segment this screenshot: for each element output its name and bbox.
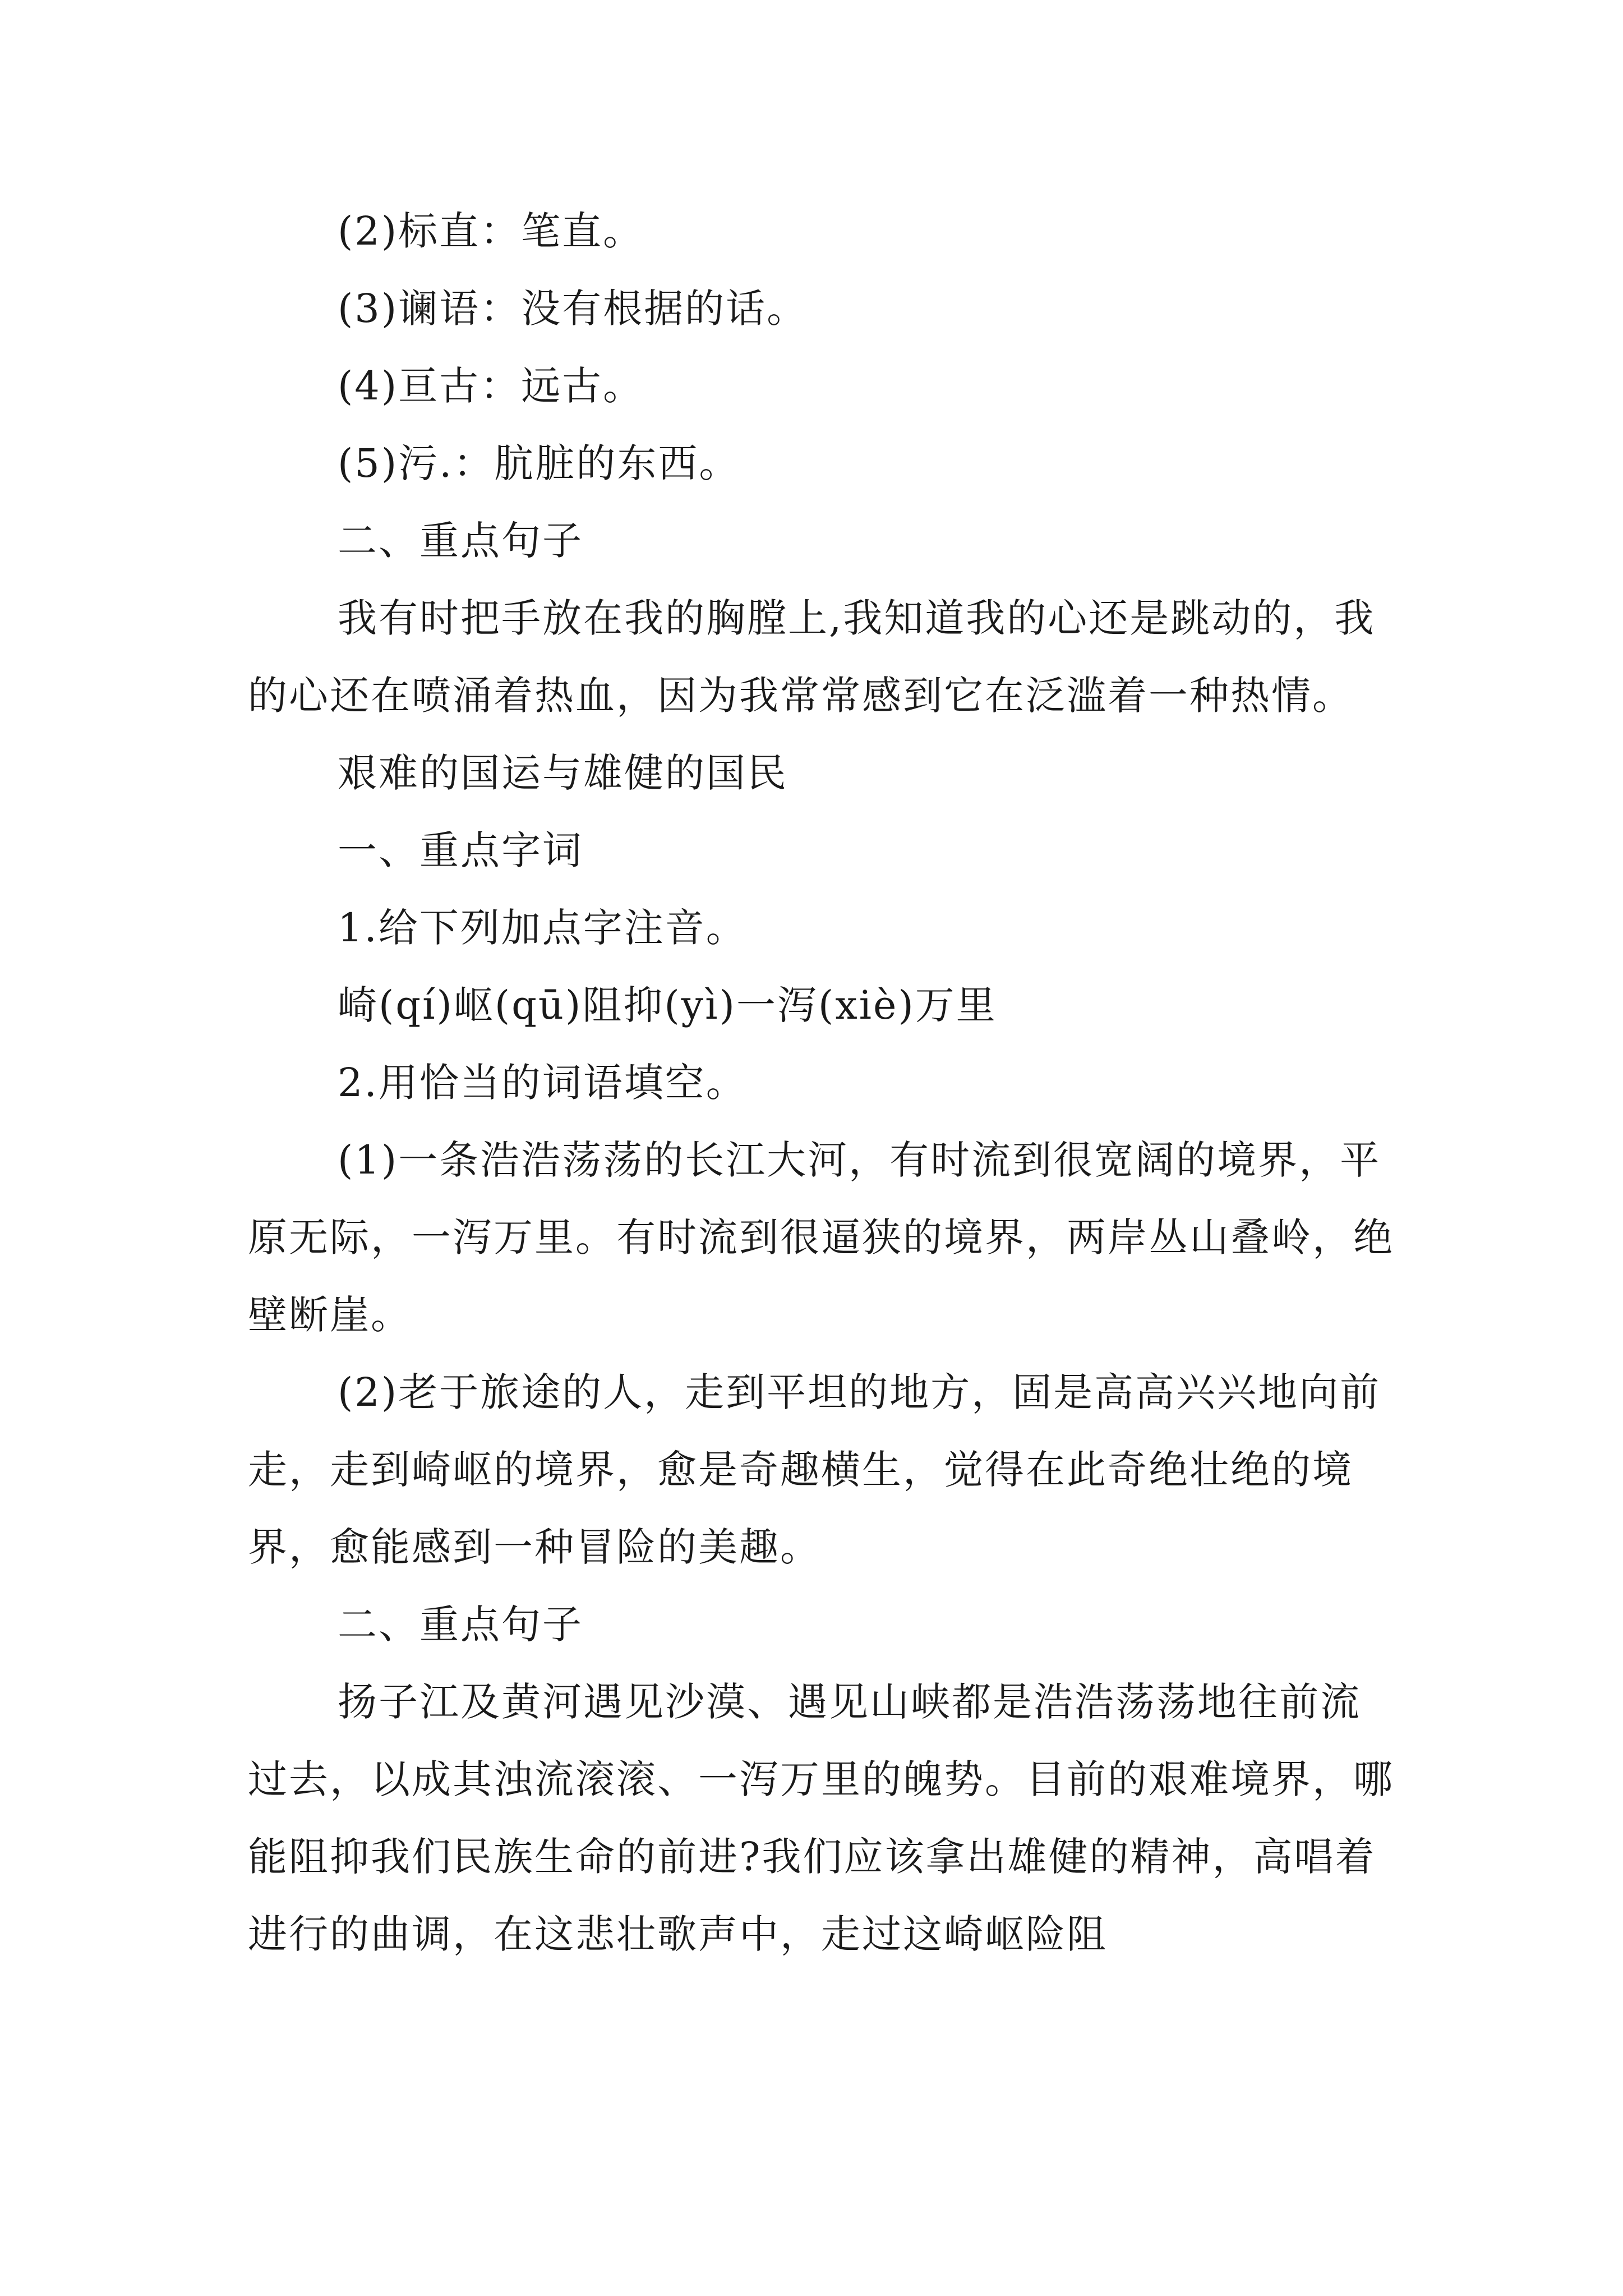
paragraph: (2)老于旅途的人，走到平坦的地方，固是高高兴兴地向前走，走到崎岖的境界，愈是奇趣横生，觉得在此奇绝壮绝的境界，愈能感到一种冒险的美趣。	[248, 1369, 1381, 1570]
pinyin-line: 崎(qí)岖(qū)阻抑(yì)一泻(xiè)万里	[338, 982, 997, 1028]
definition-item: (3)谰语：没有根据的话。	[338, 286, 808, 332]
document-body	[248, 192, 1398, 1973]
definition-item: (2)标直：笔直。	[338, 208, 644, 254]
section-heading: 二、重点句子	[338, 1602, 583, 1648]
exercise-prompt: 1.给下列加点字注音。	[338, 905, 747, 951]
section-heading: 二、重点句子	[338, 518, 583, 564]
definition-item: (4)亘古：远古。	[338, 363, 644, 409]
definition-item: (5)污.：肮脏的东西。	[338, 440, 740, 486]
paragraph: 我有时把手放在我的胸膛上,我知道我的心还是跳动的，我的心还在喷涌着热血，因为我常常感到它在泛滥着一种热情。	[248, 595, 1376, 719]
paragraph: (1)一条浩浩荡荡的长江大河，有时流到很宽阔的境界，平原无际，一泻万里。有时流到很逼狭的境界，两岸丛山叠岭，绝壁断崖。	[248, 1137, 1394, 1338]
paragraph: 扬子江及黄河遇见沙漠、遇见山峡都是浩浩荡荡地往前流过去，以成其浊流滚滚、一泻万里的魄势。目前的艰难境界，哪能阻抑我们民族生命的前进?我们应该拿出雄健的精神，高唱着进行的曲调，在这悲壮歌声中，走过这崎岖险阻	[248, 1679, 1394, 1957]
article-title: 艰难的国运与雄健的国民	[338, 750, 788, 796]
section-heading: 一、重点字词	[338, 827, 583, 873]
exercise-prompt: 2.用恰当的词语填空。	[338, 1060, 747, 1106]
